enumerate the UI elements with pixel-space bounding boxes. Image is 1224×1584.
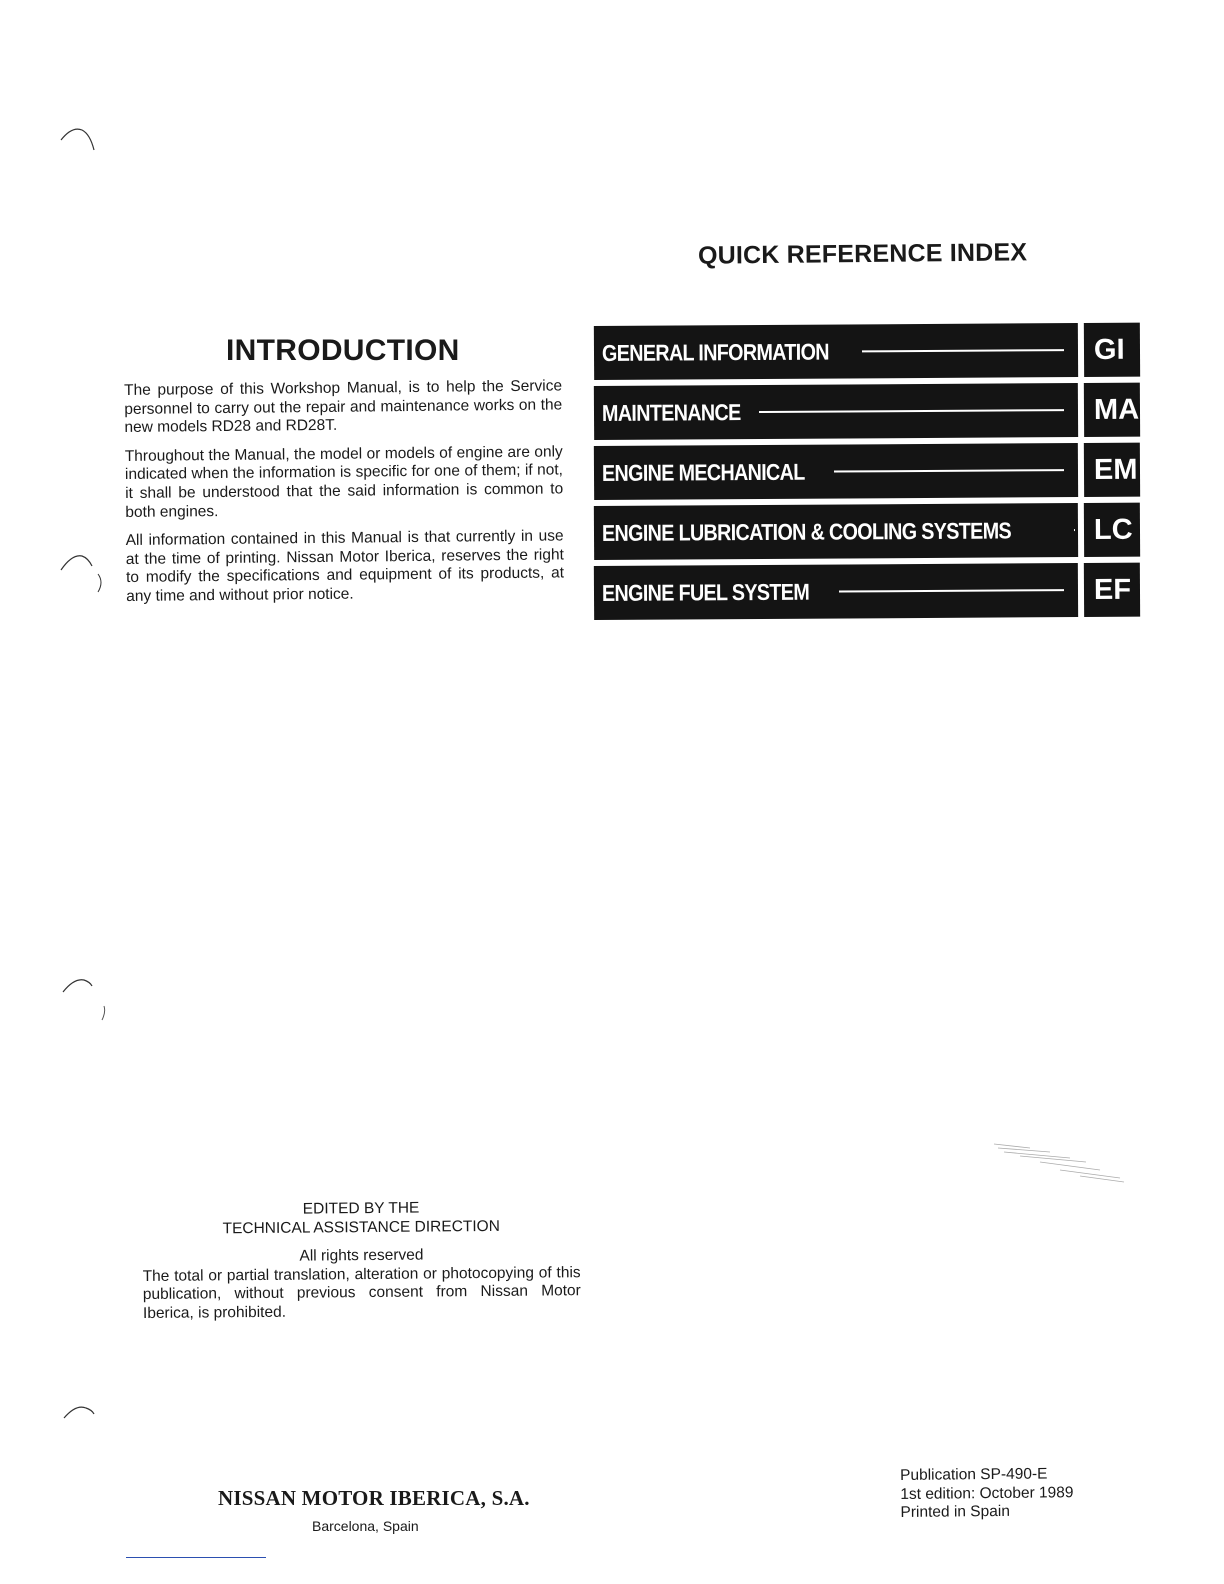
- publisher-name: NISSAN MOTOR IBERICA, S.A.: [218, 1486, 530, 1510]
- copyright-notice: The total or partial translation, alteration or photocopying of this publication, without previous consent from Nissan Motor Iberica, is prohibited.: [142, 1263, 581, 1322]
- quick-reference-item[interactable]: [594, 443, 1140, 500]
- quick-reference-list: [594, 326, 1140, 626]
- credits-block: [142, 1198, 581, 1323]
- punch-hole-mark: [62, 1400, 102, 1440]
- section-label: ENGINE MECHANICAL: [601, 458, 805, 486]
- publication-printed: Printed in Spain: [900, 1502, 1010, 1521]
- quick-reference-item[interactable]: [594, 563, 1140, 620]
- section-tab[interactable]: [1084, 503, 1140, 557]
- section-tab[interactable]: [1084, 443, 1140, 497]
- scan-smudge: [990, 1140, 1130, 1195]
- leader-line: [839, 589, 1064, 592]
- section-code: GI: [1093, 333, 1125, 366]
- section-code: MA: [1093, 393, 1140, 426]
- section-label: MAINTENANCE: [601, 398, 741, 426]
- introduction-paragraph: All information contained in this Manual is that currently in use at the time of printing. Nissan Motor Iberica, reserves the right to modify the specifications and equipment of its products, at any time and without prior notice.: [125, 527, 565, 605]
- introduction-title: INTRODUCTION: [226, 334, 460, 367]
- introduction-paragraph: Throughout the Manual, the model or models of engine are only indicated when the information is specific for one of them; if not, it shall be understood that the said information is common to both engines.: [124, 443, 564, 521]
- section-tab[interactable]: [1084, 563, 1140, 617]
- publication-number: Publication SP-490-E: [900, 1465, 1048, 1484]
- section-bar[interactable]: [594, 443, 1078, 500]
- section-bar[interactable]: [594, 503, 1078, 560]
- section-code: EF: [1093, 573, 1132, 606]
- section-tab[interactable]: [1084, 323, 1140, 377]
- introduction-paragraph: The purpose of this Workshop Manual, is to help the Service personnel to carry out the repair and maintenance works on the new models RD28 and RD28T.: [124, 377, 563, 437]
- punch-hole-mark: [58, 548, 98, 588]
- section-code: EM: [1093, 453, 1138, 486]
- section-bar[interactable]: [594, 323, 1078, 380]
- section-bar[interactable]: [594, 563, 1078, 620]
- publication-edition: 1st edition: October 1989: [900, 1483, 1074, 1503]
- section-label: ENGINE FUEL SYSTEM: [601, 578, 810, 606]
- section-code: LC: [1093, 513, 1133, 546]
- punch-hole-mark: [60, 972, 100, 1012]
- edited-by-line: EDITED BY THE: [302, 1199, 420, 1218]
- quick-reference-item[interactable]: [594, 503, 1140, 560]
- quick-reference-title: QUICK REFERENCE INDEX: [697, 238, 1028, 270]
- leader-line: [759, 409, 1064, 412]
- quick-reference-item[interactable]: [594, 383, 1140, 440]
- quick-reference-item[interactable]: [594, 323, 1140, 380]
- leader-line: [862, 349, 1064, 352]
- section-label: ENGINE LUBRICATION & COOLING SYSTEMS: [601, 516, 1012, 546]
- section-tab[interactable]: [1084, 383, 1140, 437]
- leader-line: [834, 469, 1064, 472]
- edited-by-line: TECHNICAL ASSISTANCE DIRECTION: [222, 1217, 500, 1237]
- scan-edge-line: [126, 1557, 266, 1558]
- section-label: GENERAL INFORMATION: [601, 338, 829, 366]
- introduction-body: [124, 377, 564, 616]
- rights-line: All rights reserved: [299, 1246, 424, 1265]
- publication-info: [900, 1465, 1074, 1522]
- section-bar[interactable]: [594, 383, 1078, 440]
- publisher-city: Barcelona, Spain: [312, 1518, 419, 1534]
- punch-hole-mark: [58, 120, 98, 160]
